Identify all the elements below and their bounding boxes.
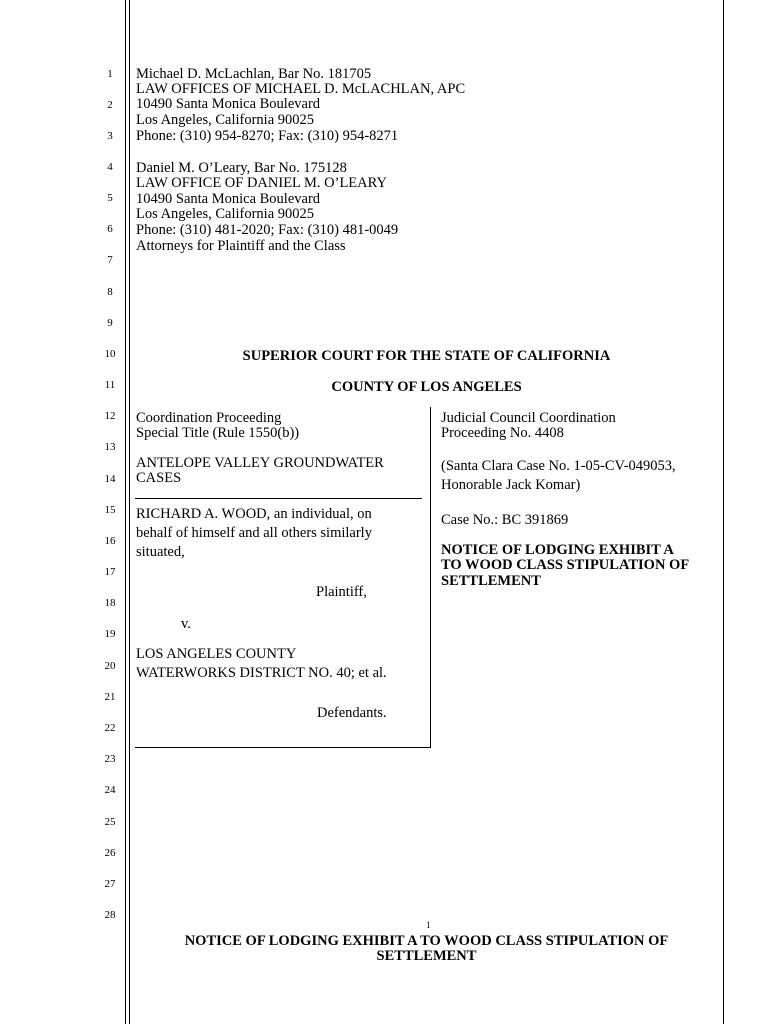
- document-title: SETTLEMENT: [441, 573, 541, 589]
- line-number: 5: [107, 192, 113, 204]
- line-number: 28: [104, 909, 116, 921]
- line-number: 1: [107, 68, 113, 80]
- line-number: 12: [104, 410, 116, 422]
- right-margin-rule: [723, 0, 724, 1024]
- defendant-role: Defendants.: [317, 705, 387, 721]
- line-number: 10: [104, 348, 116, 360]
- plaintiff-role: Plaintiff,: [316, 584, 367, 600]
- line-number: 22: [104, 722, 116, 734]
- line-number: 25: [104, 816, 116, 828]
- line-number: 7: [107, 254, 113, 266]
- line-number: 4: [107, 161, 113, 173]
- line-number: 11: [104, 379, 116, 391]
- caption-bottom-rule: [135, 747, 430, 748]
- court-county: COUNTY OF LOS ANGELES: [331, 379, 522, 395]
- footer-title: SETTLEMENT: [376, 948, 477, 964]
- counsel-phone: Phone: (310) 481-2020; Fax: (310) 481-0049: [136, 222, 399, 238]
- line-number: 2: [107, 99, 113, 111]
- versus: v.: [181, 616, 191, 632]
- page-number: 1: [426, 920, 431, 930]
- document-title: TO WOOD CLASS STIPULATION OF: [441, 557, 690, 573]
- caption-divider: [135, 498, 422, 499]
- attorneys-for: Attorneys for Plaintiff and the Class: [136, 238, 346, 254]
- coordination-proceeding: Coordination Proceeding: [136, 410, 282, 426]
- counsel-firm: LAW OFFICE OF DANIEL M. O’LEARY: [136, 175, 387, 191]
- defendant-party: LOS ANGELES COUNTY: [136, 646, 297, 662]
- court-name: SUPERIOR COURT FOR THE STATE OF CALIFORNIA: [242, 348, 611, 364]
- line-number: 21: [104, 691, 116, 703]
- counsel-city: Los Angeles, California 90025: [136, 112, 315, 128]
- plaintiff-party: situated,: [136, 544, 185, 560]
- line-number: 6: [107, 223, 113, 235]
- line-number: 8: [107, 286, 113, 298]
- line-number: 18: [104, 597, 116, 609]
- line-number: 16: [104, 535, 116, 547]
- line-number: 26: [104, 847, 116, 859]
- line-number: 23: [104, 753, 116, 765]
- caption-vertical-rule: [430, 407, 431, 748]
- counsel-firm: LAW OFFICES OF MICHAEL D. McLACHLAN, APC: [136, 81, 466, 97]
- line-number: 19: [104, 628, 116, 640]
- line-number: 13: [104, 441, 116, 453]
- counsel-name: Michael D. McLachlan, Bar No. 181705: [136, 66, 372, 82]
- case-name: ANTELOPE VALLEY GROUNDWATER: [136, 455, 384, 471]
- left-margin-rule-inner: [129, 0, 130, 1024]
- line-number: 9: [107, 317, 113, 329]
- line-number: 17: [104, 566, 116, 578]
- case-number: Case No.: BC 391869: [441, 512, 569, 528]
- special-title: Special Title (Rule 1550(b)): [136, 425, 300, 441]
- judicial-council: Judicial Council Coordination: [441, 410, 616, 426]
- footer-title: NOTICE OF LODGING EXHIBIT A TO WOOD CLASS STIPULATION OF: [184, 933, 669, 949]
- defendant-party: WATERWORKS DISTRICT NO. 40; et al.: [136, 665, 387, 681]
- plaintiff-party: behalf of himself and all others similarly: [136, 525, 372, 541]
- line-number: 15: [104, 504, 116, 516]
- document-title: NOTICE OF LODGING EXHIBIT A: [441, 542, 674, 558]
- left-margin-rule-outer: [125, 0, 126, 1024]
- proceeding-number: Proceeding No. 4408: [441, 425, 564, 441]
- counsel-city: Los Angeles, California 90025: [136, 206, 315, 222]
- counsel-phone: Phone: (310) 954-8270; Fax: (310) 954-8271: [136, 128, 399, 144]
- line-number: 27: [104, 878, 116, 890]
- counsel-street: 10490 Santa Monica Boulevard: [136, 96, 321, 112]
- line-number: 3: [107, 130, 113, 142]
- line-number: 20: [104, 660, 116, 672]
- santa-clara-case: (Santa Clara Case No. 1-05-CV-049053,: [441, 458, 676, 474]
- counsel-street: 10490 Santa Monica Boulevard: [136, 191, 321, 207]
- santa-clara-judge: Honorable Jack Komar): [441, 477, 581, 493]
- line-number: 14: [104, 473, 116, 485]
- case-name: CASES: [136, 470, 182, 486]
- counsel-name: Daniel M. O’Leary, Bar No. 175128: [136, 160, 347, 176]
- plaintiff-party: RICHARD A. WOOD, an individual, on: [136, 506, 372, 522]
- line-number: 24: [104, 784, 116, 796]
